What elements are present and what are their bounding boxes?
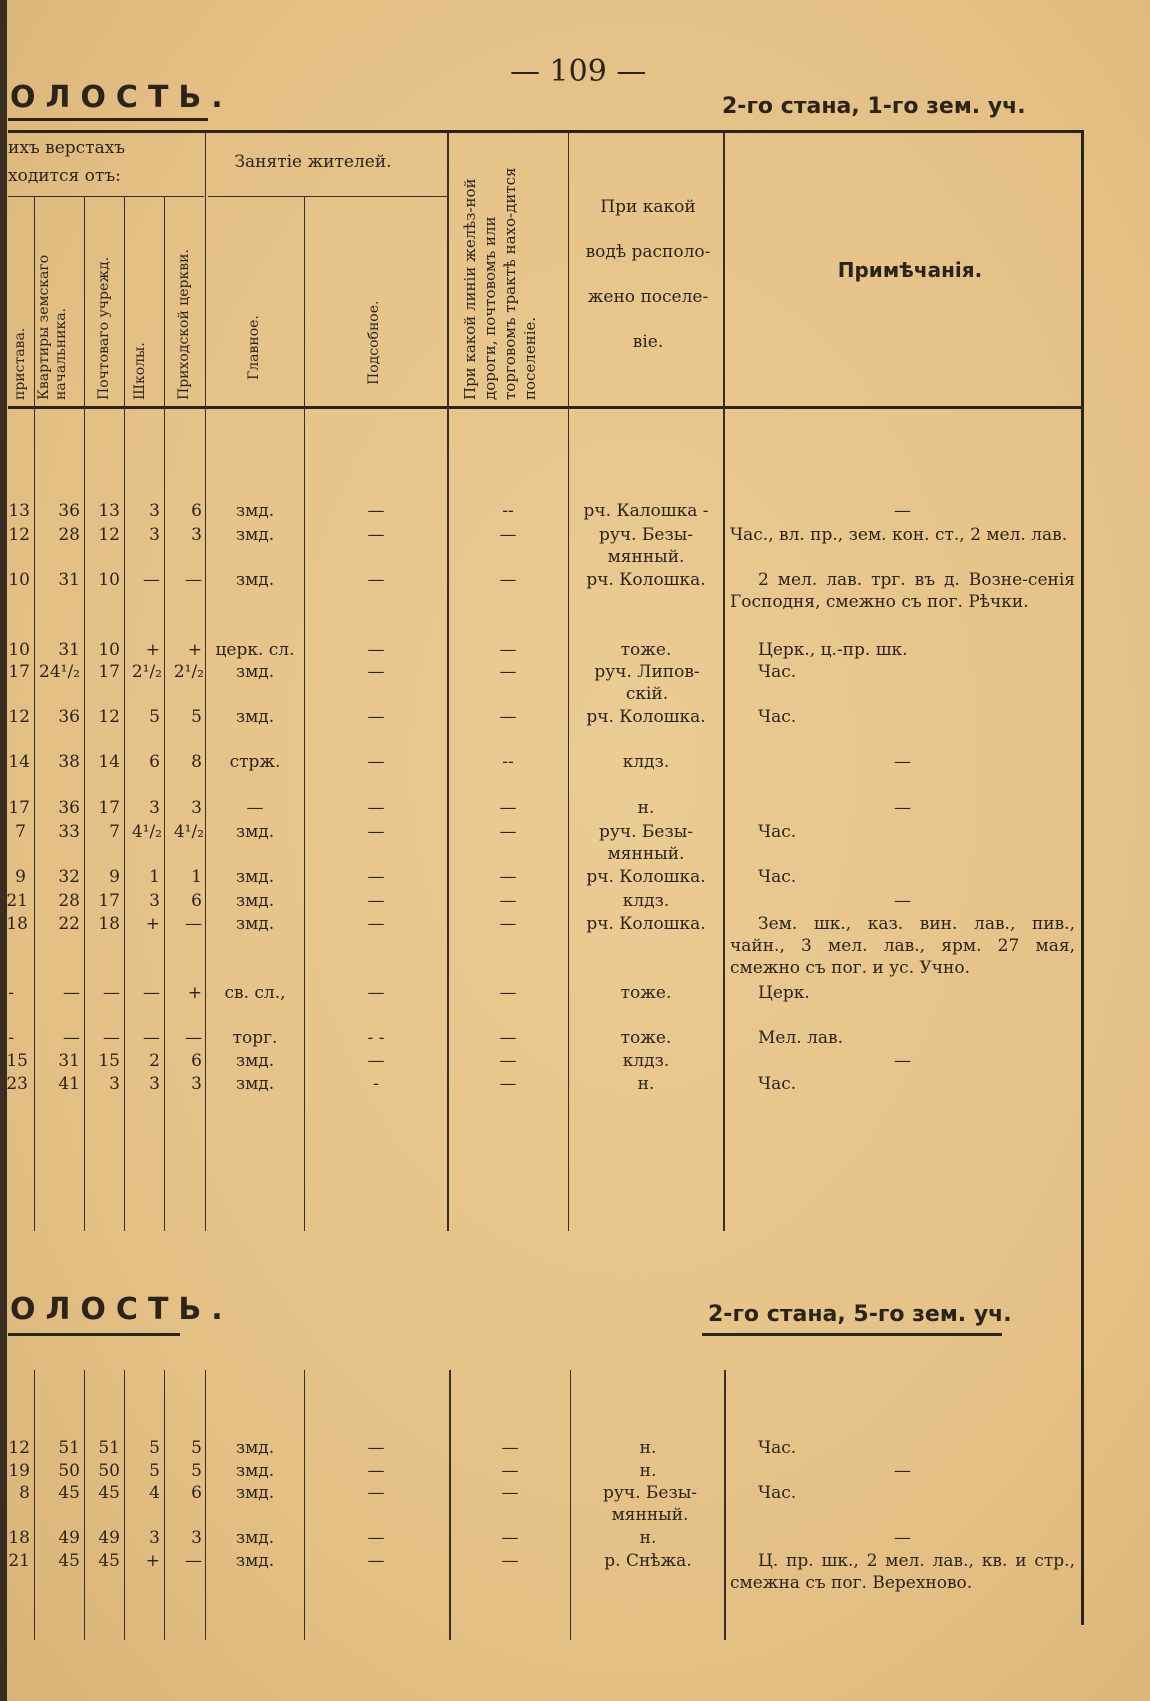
cell-water: руч. Безы-мянный. [598, 525, 694, 567]
page-number: — 109 — [510, 54, 647, 89]
header-water: При какой водѣ располо-жено поселе-віе. [585, 197, 711, 352]
cell-rail: — [499, 640, 517, 660]
cell-water: н. [637, 798, 655, 818]
cell-main: змд. [235, 867, 275, 887]
cell-rail: — [499, 822, 517, 842]
cell-aux: — [367, 1461, 385, 1481]
header-post: Почтоваго учрежд. [96, 256, 112, 400]
cell-zemsky: 49 [58, 1528, 80, 1548]
col-line [447, 133, 449, 1231]
cell-main: змд. [235, 1438, 275, 1458]
cell-rail: — [499, 525, 517, 545]
cell-post: 45 [98, 1483, 120, 1503]
cell-rail: — [499, 1074, 517, 1094]
cell-water: н. [639, 1438, 657, 1458]
cell-pristav: - [8, 1028, 14, 1048]
cell-post: 12 [98, 707, 120, 727]
cell-church: + [187, 640, 202, 660]
cell-zemsky: 31 [58, 1051, 80, 1071]
cell-zemsky: 28 [58, 891, 80, 911]
cell-school: 5 [149, 1461, 160, 1481]
cell-note: Зем. шк., каз. вин. лав., пив., чайн., 3 мел. лав., ярм. 27 мая, смежно съ пог. и ус. Учно. [730, 914, 1075, 978]
cell-main: змд. [235, 570, 275, 590]
cell-note: Час. [758, 822, 797, 842]
header-auxiliary: Подсобное. [366, 300, 382, 385]
col-line [304, 1370, 305, 1640]
cell-main: змд. [235, 914, 275, 934]
cell-school: 4 [149, 1483, 160, 1503]
cell-pristav: 13 [8, 501, 30, 521]
cell-pristav: - [8, 983, 14, 1003]
cell-aux: — [367, 570, 385, 590]
cell-aux: — [367, 891, 385, 911]
cell-note: Час. [758, 707, 797, 727]
cell-rail: — [499, 662, 517, 682]
cell-aux: — [367, 1528, 385, 1548]
cell-water: рч. Колошка. [586, 707, 706, 727]
cell-main: змд. [235, 1483, 275, 1503]
cell-pristav: 7 [15, 822, 26, 842]
cell-school: 6 [149, 752, 160, 772]
cell-aux: — [367, 1438, 385, 1458]
cell-church: 6 [191, 1051, 202, 1071]
cell-post: — [103, 1028, 120, 1048]
cell-rail: -- [502, 501, 514, 521]
section-2-title: ОЛОСТЬ. [10, 1292, 233, 1327]
cell-note: 2 мел. лав. трг. въ д. Возне-сенія Господня, смежно съ пог. Рѣчки. [730, 570, 1075, 612]
section-2-district-header: 2-го стана, 5-го зем. уч. [708, 1302, 1012, 1327]
right-border [1081, 130, 1084, 1625]
cell-main: св. сл., [224, 983, 286, 1003]
cell-zemsky: — [63, 983, 80, 1003]
cell-school: — [143, 570, 160, 590]
cell-school: 4¹/₂ [131, 822, 162, 842]
col-line [449, 1370, 451, 1640]
cell-water: руч. Безы-мянный. [598, 822, 694, 864]
table-top-rule [8, 130, 1083, 133]
cell-pristav: 21 [8, 1551, 30, 1571]
cell-zemsky: 31 [58, 640, 80, 660]
cell-church: 3 [191, 798, 202, 818]
cell-aux: — [367, 752, 385, 772]
cell-aux: — [367, 640, 385, 660]
cell-pristav: 15 [6, 1051, 28, 1071]
cell-water: клдз. [622, 1051, 670, 1071]
cell-school: — [143, 1028, 160, 1048]
cell-water: рч. Колошка. [586, 570, 706, 590]
cell-note: Час. [758, 1074, 797, 1094]
cell-post: 12 [98, 525, 120, 545]
cell-pristav: 18 [8, 1528, 30, 1548]
cell-pristav: 9 [15, 867, 26, 887]
cell-note: — [894, 1461, 911, 1481]
col-line [304, 196, 305, 1231]
cell-note: Ц. пр. шк., 2 мел. лав., кв. и стр., смежна съ пог. Верехново. [730, 1551, 1075, 1593]
cell-rail: — [501, 1483, 519, 1503]
cell-pristav: 21 [6, 891, 28, 911]
cell-main: змд. [235, 1461, 275, 1481]
col-line [570, 1370, 571, 1640]
cell-post: — [103, 983, 120, 1003]
cell-pristav: 23 [6, 1074, 28, 1094]
cell-zemsky: 28 [58, 525, 80, 545]
cell-church: 3 [191, 1528, 202, 1548]
cell-zemsky: 33 [58, 822, 80, 842]
cell-pristav: 19 [8, 1461, 30, 1481]
cell-water: руч. Безы-мянный. [602, 1483, 698, 1525]
distance-group-header: ихъ верстахъ ходится отъ: [8, 138, 126, 186]
cell-church: + [187, 983, 202, 1003]
cell-main: торг. [232, 1028, 278, 1048]
cell-pristav: 17 [8, 798, 30, 818]
cell-main: стрж. [229, 752, 281, 772]
cell-note: Мел. лав. [758, 1028, 843, 1048]
distance-group-divider [8, 196, 204, 197]
col-line [164, 1370, 165, 1640]
cell-water: рч. Колошка. [586, 867, 706, 887]
cell-zemsky: 36 [58, 798, 80, 818]
cell-school: 5 [149, 1438, 160, 1458]
cell-school: 3 [149, 891, 160, 911]
cell-rail: — [501, 1438, 519, 1458]
cell-zemsky: 45 [58, 1483, 80, 1503]
cell-zemsky: 32 [58, 867, 80, 887]
cell-post: 10 [98, 640, 120, 660]
cell-rail: — [499, 891, 517, 911]
cell-aux: — [367, 707, 385, 727]
header-main: Главное. [246, 315, 262, 380]
cell-main: змд. [235, 822, 275, 842]
cell-rail: — [499, 914, 517, 934]
cell-aux: — [367, 914, 385, 934]
col-line [124, 196, 125, 1231]
cell-main: змд. [235, 525, 275, 545]
header-notes: Примѣчанія. [837, 258, 983, 282]
cell-water: клдз. [622, 752, 670, 772]
cell-zemsky: 45 [58, 1551, 80, 1571]
cell-church: 1 [191, 867, 202, 887]
cell-pristav: 12 [8, 1438, 30, 1458]
cell-aux: — [367, 798, 385, 818]
cell-church: 6 [191, 501, 202, 521]
cell-church: 5 [191, 707, 202, 727]
cell-main: змд. [235, 1551, 275, 1571]
cell-main: змд. [235, 501, 275, 521]
cell-church: 6 [191, 1483, 202, 1503]
cell-church: 3 [191, 525, 202, 545]
cell-post: 18 [98, 914, 120, 934]
cell-aux: — [367, 983, 385, 1003]
cell-church: 3 [191, 1074, 202, 1094]
header-bottom-rule [8, 406, 1083, 409]
cell-pristav: 14 [8, 752, 30, 772]
cell-zemsky: 36 [58, 501, 80, 521]
cell-church: 6 [191, 891, 202, 911]
cell-note: Церк. [758, 983, 810, 1003]
cell-aux: - - [367, 1028, 385, 1048]
cell-post: 51 [98, 1438, 120, 1458]
section-1-district-header: 2-го стана, 1-го зем. уч. [722, 94, 1026, 119]
cell-note: Час. [758, 1483, 797, 1503]
cell-note: — [894, 1051, 911, 1071]
cell-water: рч. Калошка - [583, 501, 709, 521]
cell-rail: — [499, 867, 517, 887]
cell-school: — [143, 983, 160, 1003]
cell-pristav: 17 [8, 662, 30, 682]
header-zemsky: Квартиры земскаго начальника. [36, 254, 69, 400]
cell-main: змд. [235, 662, 275, 682]
cell-school: 3 [149, 1528, 160, 1548]
cell-aux: — [367, 1051, 385, 1071]
cell-aux: — [367, 1551, 385, 1571]
section-1-title-underline [8, 118, 208, 121]
section-2-title-underline [8, 1333, 180, 1336]
cell-water: н. [639, 1461, 657, 1481]
cell-rail: — [499, 707, 517, 727]
col-line [34, 196, 35, 1231]
cell-zemsky: 36 [58, 707, 80, 727]
cell-aux: — [367, 501, 385, 521]
header-church: Приходской церкви. [176, 249, 192, 400]
header-pristav: пристава. [12, 327, 28, 400]
cell-main: змд. [235, 707, 275, 727]
cell-church: — [185, 1551, 202, 1571]
cell-water: тоже. [620, 983, 672, 1003]
cell-note: — [894, 1528, 911, 1548]
cell-post: 17 [98, 798, 120, 818]
col-line [723, 133, 725, 1231]
cell-aux: — [367, 822, 385, 842]
cell-water: клдз. [622, 891, 670, 911]
cell-note: Церк., ц.-пр. шк. [758, 640, 908, 660]
cell-school: 5 [149, 707, 160, 727]
cell-pristav: 10 [8, 640, 30, 660]
occupation-divider [208, 196, 448, 197]
cell-water: тоже. [620, 1028, 672, 1048]
cell-water: р. Снѣжа. [604, 1551, 692, 1571]
cell-school: 3 [149, 1074, 160, 1094]
cell-post: 17 [98, 662, 120, 682]
cell-church: 2¹/₂ [173, 662, 204, 682]
cell-aux: — [367, 1483, 385, 1503]
cell-zemsky: 31 [58, 570, 80, 590]
cell-aux: - [373, 1074, 379, 1094]
cell-note: Час., вл. пр., зем. кон. ст., 2 мел. лав. [730, 525, 1068, 545]
cell-rail: — [501, 1461, 519, 1481]
cell-school: 3 [149, 798, 160, 818]
cell-zemsky: 51 [58, 1438, 80, 1458]
col-line [124, 1370, 125, 1640]
cell-post: 15 [98, 1051, 120, 1071]
col-line [205, 133, 206, 1231]
cell-rail: — [501, 1528, 519, 1548]
cell-school: 3 [149, 501, 160, 521]
cell-church: 8 [191, 752, 202, 772]
cell-rail: -- [502, 752, 514, 772]
cell-pristav: 10 [8, 570, 30, 590]
cell-post: 49 [98, 1528, 120, 1548]
cell-school: 3 [149, 525, 160, 545]
cell-main: церк. сл. [215, 640, 295, 660]
cell-main: змд. [235, 1051, 275, 1071]
cell-zemsky: 41 [58, 1074, 80, 1094]
cell-aux: — [367, 525, 385, 545]
cell-main: — [246, 798, 264, 818]
col-line [34, 1370, 35, 1640]
cell-water: рч. Колошка. [586, 914, 706, 934]
cell-school: + [145, 1551, 160, 1571]
cell-water: тоже. [620, 640, 672, 660]
cell-church: 5 [191, 1438, 202, 1458]
section-1-title: ОЛОСТЬ. [10, 80, 233, 115]
col-line [164, 196, 165, 1231]
cell-school: + [145, 640, 160, 660]
cell-rail: — [499, 983, 517, 1003]
cell-post: 13 [98, 501, 120, 521]
cell-note: — [894, 501, 911, 521]
cell-water: н. [639, 1528, 657, 1548]
cell-church: — [185, 570, 202, 590]
col-line [84, 1370, 85, 1640]
cell-zemsky: — [63, 1028, 80, 1048]
cell-post: 50 [98, 1461, 120, 1481]
cell-post: 10 [98, 570, 120, 590]
cell-note: Час. [758, 662, 797, 682]
cell-rail: — [499, 1051, 517, 1071]
cell-church: 4¹/₂ [173, 822, 204, 842]
cell-main: змд. [235, 1074, 275, 1094]
header-railway: При какой линіи желѣз-ной дороги, почтовомъ или торговомъ трактѣ нахо-дится поселеніе. [461, 167, 539, 400]
cell-aux: — [367, 867, 385, 887]
cell-note: Час. [758, 867, 797, 887]
cell-school: 1 [149, 867, 160, 887]
col-line [568, 133, 569, 1231]
cell-zemsky: 22 [58, 914, 80, 934]
cell-pristav: 8 [19, 1483, 30, 1503]
cell-zemsky: 24¹/₂ [39, 662, 80, 682]
cell-note: — [894, 752, 911, 772]
col-line [205, 1370, 206, 1640]
cell-church: — [185, 1028, 202, 1048]
cell-post: 7 [109, 822, 120, 842]
cell-note: — [894, 891, 911, 911]
cell-aux: — [367, 662, 385, 682]
cell-school: + [145, 914, 160, 934]
col-line [724, 1370, 726, 1640]
cell-rail: — [499, 570, 517, 590]
cell-school: 2¹/₂ [131, 662, 162, 682]
cell-post: 17 [98, 891, 120, 911]
cell-zemsky: 38 [58, 752, 80, 772]
cell-pristav: 12 [8, 525, 30, 545]
cell-rail: — [499, 798, 517, 818]
cell-main: змд. [235, 1528, 275, 1548]
cell-post: 14 [98, 752, 120, 772]
cell-water: руч. Липов-скій. [594, 662, 700, 704]
cell-water: н. [637, 1074, 655, 1094]
cell-church: 5 [191, 1461, 202, 1481]
cell-post: 3 [109, 1074, 120, 1094]
section-2-district-underline [702, 1333, 1002, 1336]
cell-note: — [894, 798, 911, 818]
col-line [84, 196, 85, 1231]
header-school: Школы. [132, 342, 148, 400]
cell-post: 45 [98, 1551, 120, 1571]
cell-pristav: 18 [6, 914, 28, 934]
cell-zemsky: 50 [58, 1461, 80, 1481]
cell-pristav: 12 [8, 707, 30, 727]
cell-school: 2 [149, 1051, 160, 1071]
cell-rail: — [501, 1551, 519, 1571]
cell-note: Час. [758, 1438, 797, 1458]
cell-church: — [185, 914, 202, 934]
occupation-group-header: Занятіе жителей. [234, 152, 392, 172]
cell-rail: — [499, 1028, 517, 1048]
cell-main: змд. [235, 891, 275, 911]
cell-post: 9 [109, 867, 120, 887]
